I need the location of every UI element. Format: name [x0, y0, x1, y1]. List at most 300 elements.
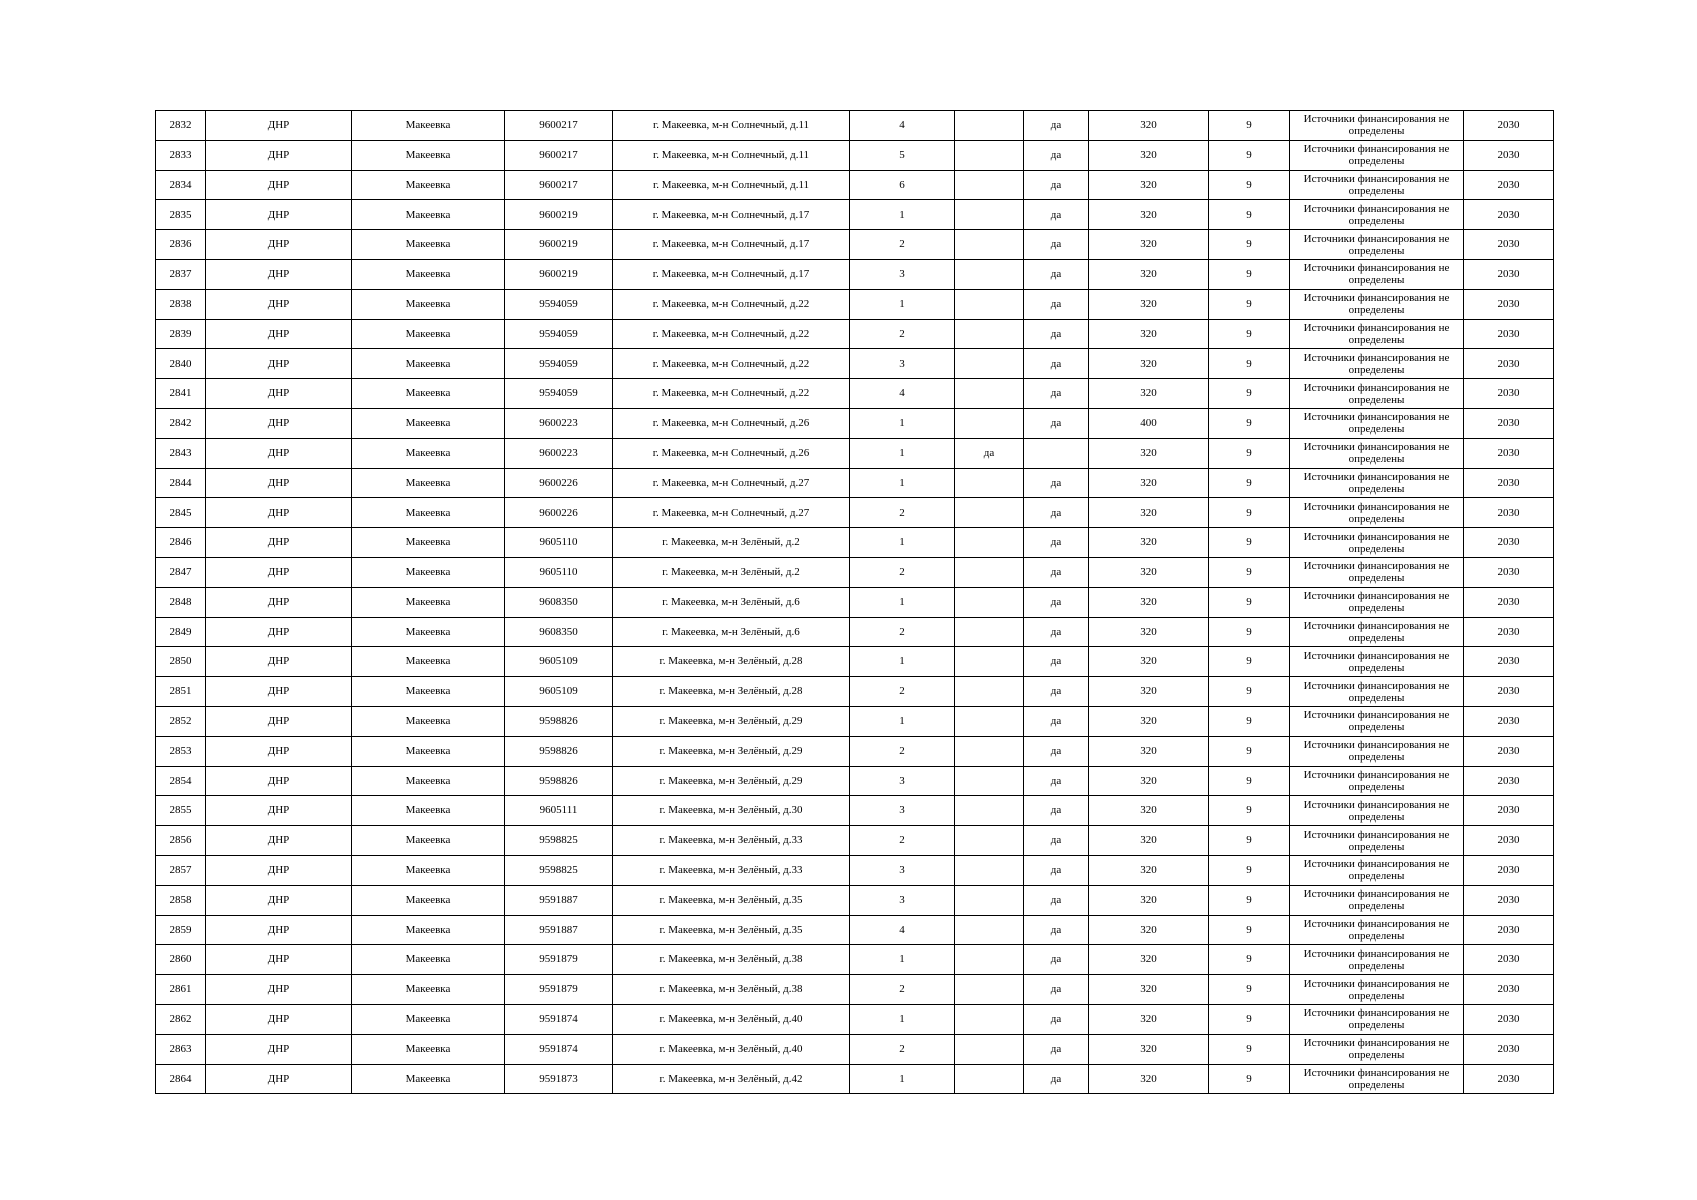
table-row — [156, 319, 1554, 349]
region-cell: ДНР — [206, 885, 352, 915]
row-number-cell: 2860 — [156, 945, 206, 975]
cost-cell: 320 — [1089, 1034, 1209, 1064]
address-cell: г. Макеевка, м-н Зелёный, д.38 — [613, 975, 850, 1005]
flag-b-cell — [1024, 438, 1089, 468]
age-cell: 9 — [1209, 915, 1290, 945]
year-cell: 2030 — [1464, 111, 1554, 141]
year-cell: 2030 — [1464, 885, 1554, 915]
financing-cell: Источники финансирования не определены — [1290, 617, 1464, 647]
object-code-cell: 9591873 — [505, 1064, 613, 1094]
cost-cell: 320 — [1089, 975, 1209, 1005]
year-cell: 2030 — [1464, 736, 1554, 766]
flag-b-cell: да — [1024, 826, 1089, 856]
address-cell: г. Макеевка, м-н Солнечный, д.22 — [613, 319, 850, 349]
flag-b-cell: да — [1024, 677, 1089, 707]
year-cell: 2030 — [1464, 617, 1554, 647]
age-cell: 9 — [1209, 379, 1290, 409]
region-cell: ДНР — [206, 111, 352, 141]
financing-cell: Источники финансирования не определены — [1290, 379, 1464, 409]
flag-b-cell: да — [1024, 319, 1089, 349]
object-code-cell: 9608350 — [505, 617, 613, 647]
row-number-cell: 2861 — [156, 975, 206, 1005]
entrance-cell: 2 — [850, 975, 955, 1005]
age-cell: 9 — [1209, 200, 1290, 230]
region-cell: ДНР — [206, 319, 352, 349]
financing-cell: Источники финансирования не определены — [1290, 587, 1464, 617]
city-cell: Макеевка — [352, 885, 505, 915]
flag-a-cell — [955, 408, 1024, 438]
address-cell: г. Макеевка, м-н Зелёный, д.29 — [613, 766, 850, 796]
row-number-cell: 2858 — [156, 885, 206, 915]
year-cell: 2030 — [1464, 557, 1554, 587]
flag-b-cell: да — [1024, 170, 1089, 200]
city-cell: Макеевка — [352, 259, 505, 289]
city-cell: Макеевка — [352, 1064, 505, 1094]
year-cell: 2030 — [1464, 587, 1554, 617]
row-number-cell: 2838 — [156, 289, 206, 319]
age-cell: 9 — [1209, 736, 1290, 766]
city-cell: Макеевка — [352, 706, 505, 736]
age-cell: 9 — [1209, 438, 1290, 468]
row-number-cell: 2845 — [156, 498, 206, 528]
address-cell: г. Макеевка, м-н Зелёный, д.29 — [613, 706, 850, 736]
age-cell: 9 — [1209, 796, 1290, 826]
city-cell: Макеевка — [352, 647, 505, 677]
row-number-cell: 2862 — [156, 1004, 206, 1034]
region-cell: ДНР — [206, 706, 352, 736]
address-cell: г. Макеевка, м-н Солнечный, д.17 — [613, 259, 850, 289]
table-row — [156, 230, 1554, 260]
address-cell: г. Макеевка, м-н Солнечный, д.22 — [613, 349, 850, 379]
flag-b-cell: да — [1024, 796, 1089, 826]
financing-cell: Источники финансирования не определены — [1290, 289, 1464, 319]
year-cell: 2030 — [1464, 289, 1554, 319]
city-cell: Макеевка — [352, 975, 505, 1005]
financing-cell: Источники финансирования не определены — [1290, 259, 1464, 289]
row-number-cell: 2833 — [156, 140, 206, 170]
financing-cell: Источники финансирования не определены — [1290, 111, 1464, 141]
address-cell: г. Макеевка, м-н Солнечный, д.17 — [613, 230, 850, 260]
entrance-cell: 5 — [850, 140, 955, 170]
address-cell: г. Макеевка, м-н Зелёный, д.35 — [613, 915, 850, 945]
region-cell: ДНР — [206, 945, 352, 975]
city-cell: Макеевка — [352, 200, 505, 230]
year-cell: 2030 — [1464, 259, 1554, 289]
age-cell: 9 — [1209, 766, 1290, 796]
year-cell: 2030 — [1464, 766, 1554, 796]
data-table — [155, 110, 1554, 1094]
address-cell: г. Макеевка, м-н Солнечный, д.22 — [613, 379, 850, 409]
year-cell: 2030 — [1464, 826, 1554, 856]
table-row — [156, 617, 1554, 647]
region-cell: ДНР — [206, 379, 352, 409]
address-cell: г. Макеевка, м-н Солнечный, д.11 — [613, 140, 850, 170]
entrance-cell: 3 — [850, 259, 955, 289]
region-cell: ДНР — [206, 438, 352, 468]
flag-b-cell: да — [1024, 200, 1089, 230]
year-cell: 2030 — [1464, 379, 1554, 409]
entrance-cell: 1 — [850, 1064, 955, 1094]
entrance-cell: 1 — [850, 706, 955, 736]
cost-cell: 320 — [1089, 855, 1209, 885]
city-cell: Макеевка — [352, 528, 505, 558]
city-cell: Макеевка — [352, 617, 505, 647]
row-number-cell: 2837 — [156, 259, 206, 289]
flag-a-cell — [955, 945, 1024, 975]
age-cell: 9 — [1209, 706, 1290, 736]
cost-cell: 320 — [1089, 557, 1209, 587]
city-cell: Макеевка — [352, 408, 505, 438]
row-number-cell: 2851 — [156, 677, 206, 707]
financing-cell: Источники финансирования не определены — [1290, 915, 1464, 945]
year-cell: 2030 — [1464, 170, 1554, 200]
address-cell: г. Макеевка, м-н Зелёный, д.38 — [613, 945, 850, 975]
address-cell: г. Макеевка, м-н Зелёный, д.30 — [613, 796, 850, 826]
entrance-cell: 1 — [850, 528, 955, 558]
cost-cell: 320 — [1089, 319, 1209, 349]
address-cell: г. Макеевка, м-н Солнечный, д.22 — [613, 289, 850, 319]
age-cell: 9 — [1209, 528, 1290, 558]
object-code-cell: 9600226 — [505, 468, 613, 498]
financing-cell: Источники финансирования не определены — [1290, 349, 1464, 379]
age-cell: 9 — [1209, 170, 1290, 200]
financing-cell: Источники финансирования не определены — [1290, 677, 1464, 707]
flag-b-cell: да — [1024, 706, 1089, 736]
flag-a-cell — [955, 230, 1024, 260]
object-code-cell: 9598825 — [505, 855, 613, 885]
cost-cell: 320 — [1089, 140, 1209, 170]
table-row — [156, 1034, 1554, 1064]
cost-cell: 320 — [1089, 915, 1209, 945]
region-cell: ДНР — [206, 617, 352, 647]
table-row — [156, 975, 1554, 1005]
flag-a-cell — [955, 975, 1024, 1005]
city-cell: Макеевка — [352, 736, 505, 766]
table-row — [156, 885, 1554, 915]
flag-b-cell: да — [1024, 379, 1089, 409]
table-row — [156, 200, 1554, 230]
address-cell: г. Макеевка, м-н Зелёный, д.29 — [613, 736, 850, 766]
financing-cell: Источники финансирования не определены — [1290, 706, 1464, 736]
table-row — [156, 915, 1554, 945]
age-cell: 9 — [1209, 677, 1290, 707]
year-cell: 2030 — [1464, 855, 1554, 885]
city-cell: Макеевка — [352, 468, 505, 498]
flag-a-cell — [955, 259, 1024, 289]
flag-b-cell: да — [1024, 587, 1089, 617]
financing-cell: Источники финансирования не определены — [1290, 170, 1464, 200]
entrance-cell: 1 — [850, 438, 955, 468]
entrance-cell: 4 — [850, 111, 955, 141]
financing-cell: Источники финансирования не определены — [1290, 796, 1464, 826]
year-cell: 2030 — [1464, 349, 1554, 379]
flag-b-cell: да — [1024, 408, 1089, 438]
object-code-cell: 9594059 — [505, 289, 613, 319]
object-code-cell: 9591874 — [505, 1034, 613, 1064]
flag-a-cell — [955, 736, 1024, 766]
entrance-cell: 3 — [850, 855, 955, 885]
cost-cell: 400 — [1089, 408, 1209, 438]
region-cell: ДНР — [206, 915, 352, 945]
address-cell: г. Макеевка, м-н Зелёный, д.6 — [613, 617, 850, 647]
table-row — [156, 408, 1554, 438]
entrance-cell: 3 — [850, 796, 955, 826]
row-number-cell: 2841 — [156, 379, 206, 409]
region-cell: ДНР — [206, 289, 352, 319]
region-cell: ДНР — [206, 408, 352, 438]
year-cell: 2030 — [1464, 230, 1554, 260]
flag-b-cell: да — [1024, 1064, 1089, 1094]
table-row — [156, 855, 1554, 885]
age-cell: 9 — [1209, 855, 1290, 885]
age-cell: 9 — [1209, 230, 1290, 260]
year-cell: 2030 — [1464, 915, 1554, 945]
city-cell: Макеевка — [352, 289, 505, 319]
city-cell: Макеевка — [352, 379, 505, 409]
region-cell: ДНР — [206, 140, 352, 170]
flag-a-cell — [955, 1064, 1024, 1094]
flag-b-cell: да — [1024, 617, 1089, 647]
city-cell: Макеевка — [352, 498, 505, 528]
flag-a-cell — [955, 170, 1024, 200]
flag-a-cell — [955, 766, 1024, 796]
entrance-cell: 4 — [850, 915, 955, 945]
flag-b-cell: да — [1024, 557, 1089, 587]
flag-b-cell: да — [1024, 736, 1089, 766]
row-number-cell: 2854 — [156, 766, 206, 796]
flag-a-cell — [955, 319, 1024, 349]
row-number-cell: 2844 — [156, 468, 206, 498]
flag-a-cell — [955, 587, 1024, 617]
flag-b-cell: да — [1024, 528, 1089, 558]
row-number-cell: 2855 — [156, 796, 206, 826]
object-code-cell: 9594059 — [505, 379, 613, 409]
city-cell: Макеевка — [352, 766, 505, 796]
city-cell: Макеевка — [352, 677, 505, 707]
age-cell: 9 — [1209, 1034, 1290, 1064]
object-code-cell: 9591879 — [505, 975, 613, 1005]
cost-cell: 320 — [1089, 1004, 1209, 1034]
cost-cell: 320 — [1089, 796, 1209, 826]
object-code-cell: 9591887 — [505, 885, 613, 915]
flag-a-cell — [955, 140, 1024, 170]
flag-a-cell — [955, 826, 1024, 856]
row-number-cell: 2850 — [156, 647, 206, 677]
object-code-cell: 9600217 — [505, 170, 613, 200]
year-cell: 2030 — [1464, 647, 1554, 677]
table-row — [156, 468, 1554, 498]
object-code-cell: 9591887 — [505, 915, 613, 945]
cost-cell: 320 — [1089, 736, 1209, 766]
address-cell: г. Макеевка, м-н Солнечный, д.17 — [613, 200, 850, 230]
cost-cell: 320 — [1089, 587, 1209, 617]
age-cell: 9 — [1209, 885, 1290, 915]
cost-cell: 320 — [1089, 1064, 1209, 1094]
year-cell: 2030 — [1464, 1004, 1554, 1034]
address-cell: г. Макеевка, м-н Зелёный, д.42 — [613, 1064, 850, 1094]
financing-cell: Источники финансирования не определены — [1290, 1034, 1464, 1064]
financing-cell: Источники финансирования не определены — [1290, 885, 1464, 915]
table-row — [156, 498, 1554, 528]
year-cell: 2030 — [1464, 438, 1554, 468]
object-code-cell: 9600223 — [505, 438, 613, 468]
object-code-cell: 9600226 — [505, 498, 613, 528]
age-cell: 9 — [1209, 408, 1290, 438]
region-cell: ДНР — [206, 468, 352, 498]
object-code-cell: 9605110 — [505, 528, 613, 558]
entrance-cell: 2 — [850, 736, 955, 766]
flag-a-cell — [955, 647, 1024, 677]
table-row — [156, 1064, 1554, 1094]
flag-a-cell — [955, 528, 1024, 558]
object-code-cell: 9608350 — [505, 587, 613, 617]
flag-b-cell: да — [1024, 498, 1089, 528]
region-cell: ДНР — [206, 528, 352, 558]
flag-a-cell — [955, 855, 1024, 885]
entrance-cell: 1 — [850, 647, 955, 677]
region-cell: ДНР — [206, 259, 352, 289]
flag-a-cell — [955, 557, 1024, 587]
cost-cell: 320 — [1089, 677, 1209, 707]
entrance-cell: 2 — [850, 826, 955, 856]
table-row — [156, 706, 1554, 736]
entrance-cell: 2 — [850, 617, 955, 647]
year-cell: 2030 — [1464, 706, 1554, 736]
table-row — [156, 379, 1554, 409]
object-code-cell: 9605109 — [505, 647, 613, 677]
city-cell: Макеевка — [352, 855, 505, 885]
age-cell: 9 — [1209, 975, 1290, 1005]
object-code-cell: 9598825 — [505, 826, 613, 856]
region-cell: ДНР — [206, 677, 352, 707]
flag-a-cell — [955, 915, 1024, 945]
row-number-cell: 2840 — [156, 349, 206, 379]
flag-b-cell: да — [1024, 766, 1089, 796]
flag-a-cell — [955, 796, 1024, 826]
cost-cell: 320 — [1089, 438, 1209, 468]
table-row — [156, 289, 1554, 319]
row-number-cell: 2864 — [156, 1064, 206, 1094]
city-cell: Макеевка — [352, 915, 505, 945]
entrance-cell: 2 — [850, 557, 955, 587]
flag-a-cell — [955, 468, 1024, 498]
row-number-cell: 2848 — [156, 587, 206, 617]
city-cell: Макеевка — [352, 587, 505, 617]
address-cell: г. Макеевка, м-н Солнечный, д.26 — [613, 408, 850, 438]
table-row — [156, 111, 1554, 141]
age-cell: 9 — [1209, 945, 1290, 975]
city-cell: Макеевка — [352, 1034, 505, 1064]
row-number-cell: 2835 — [156, 200, 206, 230]
cost-cell: 320 — [1089, 230, 1209, 260]
object-code-cell: 9591874 — [505, 1004, 613, 1034]
age-cell: 9 — [1209, 289, 1290, 319]
region-cell: ДНР — [206, 498, 352, 528]
address-cell: г. Макеевка, м-н Зелёный, д.33 — [613, 826, 850, 856]
row-number-cell: 2856 — [156, 826, 206, 856]
address-cell: г. Макеевка, м-н Солнечный, д.26 — [613, 438, 850, 468]
table-row — [156, 826, 1554, 856]
object-code-cell: 9600223 — [505, 408, 613, 438]
flag-b-cell: да — [1024, 111, 1089, 141]
region-cell: ДНР — [206, 766, 352, 796]
object-code-cell: 9600219 — [505, 230, 613, 260]
object-code-cell: 9594059 — [505, 319, 613, 349]
object-code-cell: 9598826 — [505, 736, 613, 766]
object-code-cell: 9600217 — [505, 140, 613, 170]
object-code-cell: 9591879 — [505, 945, 613, 975]
entrance-cell: 3 — [850, 349, 955, 379]
region-cell: ДНР — [206, 230, 352, 260]
flag-a-cell — [955, 1004, 1024, 1034]
object-code-cell: 9600217 — [505, 111, 613, 141]
city-cell: Макеевка — [352, 170, 505, 200]
table-row — [156, 170, 1554, 200]
city-cell: Макеевка — [352, 111, 505, 141]
cost-cell: 320 — [1089, 706, 1209, 736]
financing-cell: Источники финансирования не определены — [1290, 826, 1464, 856]
region-cell: ДНР — [206, 587, 352, 617]
age-cell: 9 — [1209, 498, 1290, 528]
table-row — [156, 259, 1554, 289]
region-cell: ДНР — [206, 200, 352, 230]
region-cell: ДНР — [206, 1064, 352, 1094]
flag-a-cell — [955, 111, 1024, 141]
age-cell: 9 — [1209, 468, 1290, 498]
flag-a-cell — [955, 885, 1024, 915]
flag-b-cell: да — [1024, 1034, 1089, 1064]
year-cell: 2030 — [1464, 140, 1554, 170]
entrance-cell: 6 — [850, 170, 955, 200]
entrance-cell: 1 — [850, 200, 955, 230]
address-cell: г. Макеевка, м-н Зелёный, д.40 — [613, 1004, 850, 1034]
financing-cell: Источники финансирования не определены — [1290, 498, 1464, 528]
cost-cell: 320 — [1089, 170, 1209, 200]
financing-cell: Источники финансирования не определены — [1290, 468, 1464, 498]
cost-cell: 320 — [1089, 826, 1209, 856]
region-cell: ДНР — [206, 557, 352, 587]
row-number-cell: 2852 — [156, 706, 206, 736]
cost-cell: 320 — [1089, 498, 1209, 528]
year-cell: 2030 — [1464, 498, 1554, 528]
table-row — [156, 647, 1554, 677]
region-cell: ДНР — [206, 826, 352, 856]
object-code-cell: 9605110 — [505, 557, 613, 587]
row-number-cell: 2839 — [156, 319, 206, 349]
year-cell: 2030 — [1464, 1034, 1554, 1064]
row-number-cell: 2834 — [156, 170, 206, 200]
cost-cell: 320 — [1089, 647, 1209, 677]
city-cell: Макеевка — [352, 230, 505, 260]
object-code-cell: 9605111 — [505, 796, 613, 826]
flag-b-cell: да — [1024, 230, 1089, 260]
year-cell: 2030 — [1464, 528, 1554, 558]
financing-cell: Источники финансирования не определены — [1290, 200, 1464, 230]
region-cell: ДНР — [206, 349, 352, 379]
entrance-cell: 2 — [850, 230, 955, 260]
region-cell: ДНР — [206, 647, 352, 677]
entrance-cell: 3 — [850, 766, 955, 796]
cost-cell: 320 — [1089, 528, 1209, 558]
row-number-cell: 2859 — [156, 915, 206, 945]
flag-b-cell: да — [1024, 915, 1089, 945]
flag-b-cell: да — [1024, 349, 1089, 379]
entrance-cell: 1 — [850, 468, 955, 498]
table-row — [156, 796, 1554, 826]
financing-cell: Источники финансирования не определены — [1290, 736, 1464, 766]
financing-cell: Источники финансирования не определены — [1290, 140, 1464, 170]
row-number-cell: 2842 — [156, 408, 206, 438]
